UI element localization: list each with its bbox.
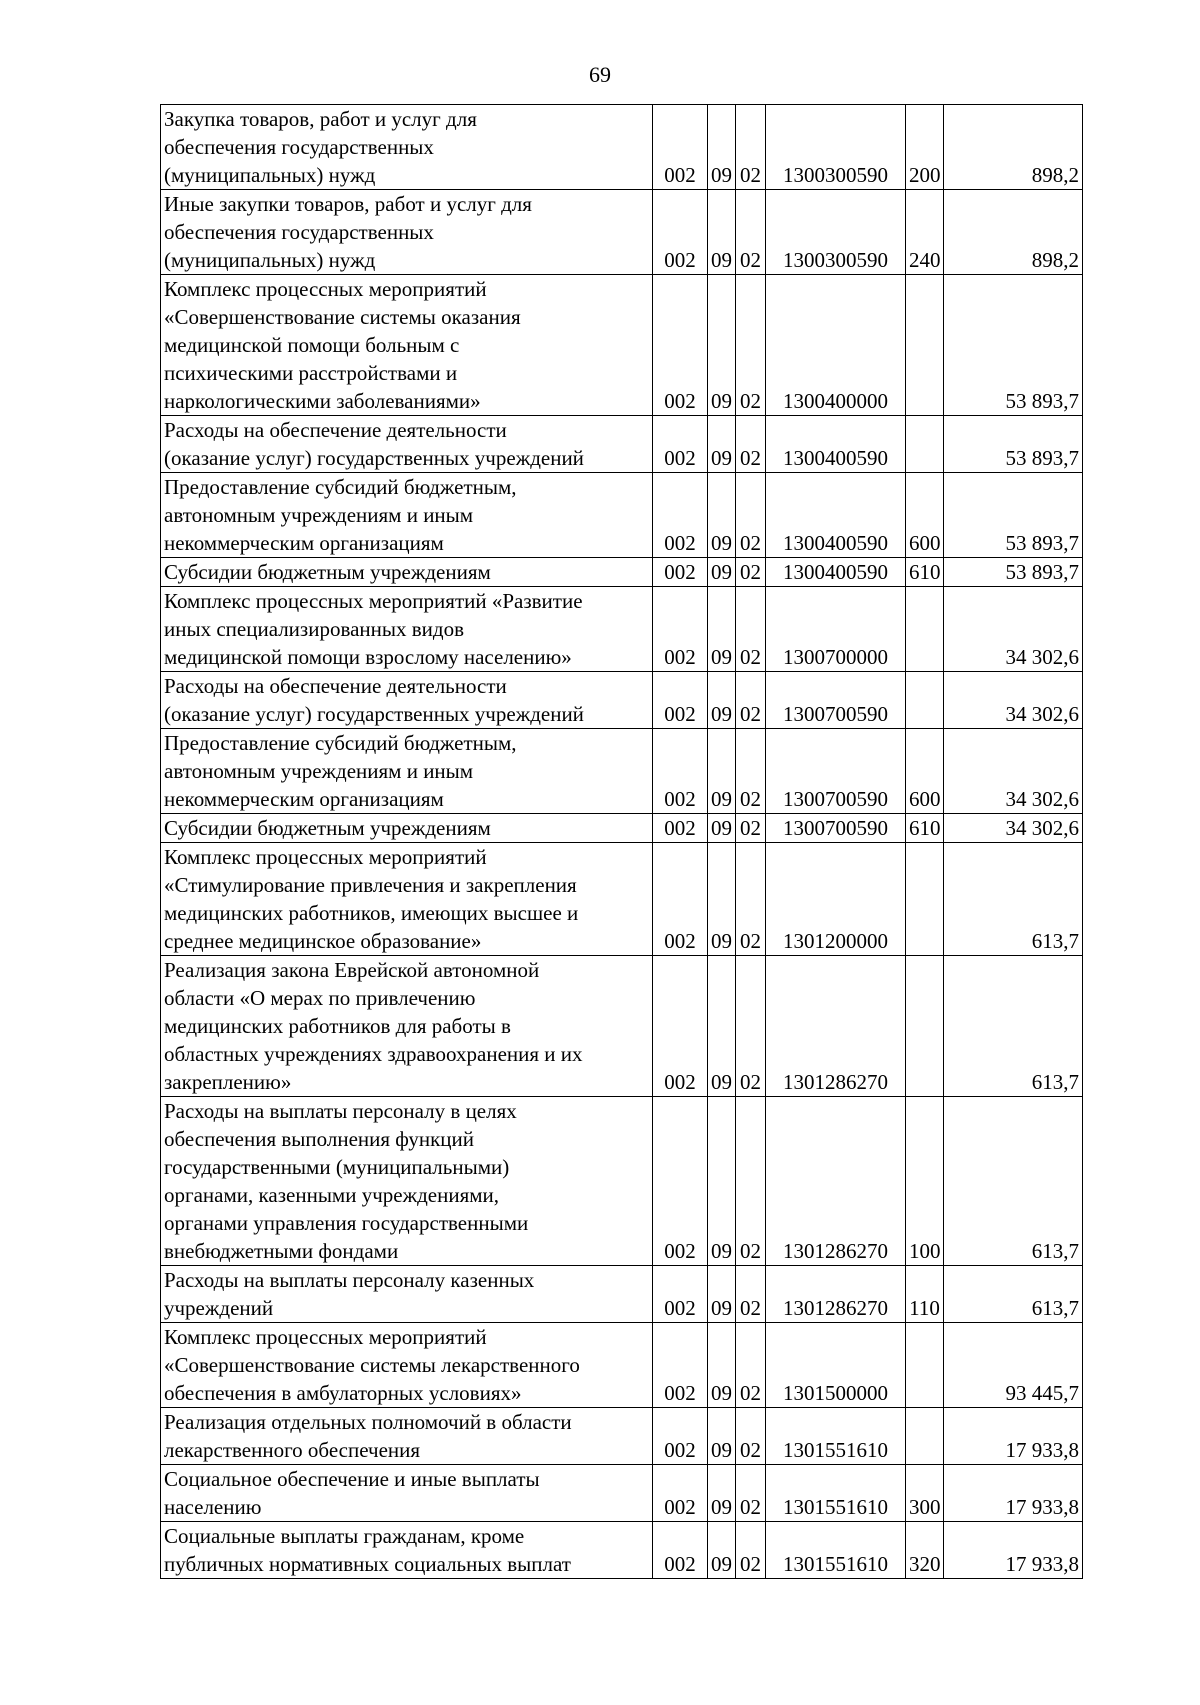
amount-cell: 17 933,8 — [944, 1522, 1083, 1579]
target-article-code-cell: 1300400590 — [766, 416, 906, 473]
amount-cell: 93 445,7 — [944, 1323, 1083, 1408]
table-row — [161, 672, 1083, 729]
table-row — [161, 416, 1083, 473]
amount-cell: 613,7 — [944, 956, 1083, 1097]
ministry-code-cell: 002 — [653, 558, 708, 587]
ministry-code-cell: 002 — [653, 729, 708, 814]
subsection-code-cell: 02 — [736, 105, 766, 190]
section-code-cell: 09 — [708, 729, 736, 814]
ministry-code-cell: 002 — [653, 1522, 708, 1579]
expense-name-cell — [161, 814, 653, 843]
expense-type-code-cell: 610 — [906, 558, 944, 587]
table-row — [161, 275, 1083, 416]
expense-name-cell — [161, 1323, 653, 1408]
table-row — [161, 105, 1083, 190]
expense-name-line: (оказание услуг) государственных учреждений — [164, 446, 584, 470]
expense-name-line: Комплекс процессных мероприятий — [164, 845, 487, 869]
section-code-cell: 09 — [708, 1097, 736, 1266]
table-row — [161, 729, 1083, 814]
subsection-code-cell: 02 — [736, 843, 766, 956]
expense-name-cell — [161, 558, 653, 587]
target-article-code-cell: 1301551610 — [766, 1465, 906, 1522]
expense-name-line: населению — [164, 1495, 262, 1519]
subsection-code-cell: 02 — [736, 1522, 766, 1579]
expense-name-cell — [161, 275, 653, 416]
expense-name-line: Иные закупки товаров, работ и услуг для — [164, 192, 532, 216]
expense-name-line: Социальные выплаты гражданам, кроме — [164, 1524, 525, 1548]
expense-name-line: автономным учреждениям и иным — [164, 759, 474, 783]
expense-name-line: автономным учреждениям и иным — [164, 503, 474, 527]
expense-type-code-cell: 600 — [906, 473, 944, 558]
expense-name-cell — [161, 1408, 653, 1465]
expense-name-line: «Совершенствование системы лекарственного — [164, 1353, 580, 1377]
amount-cell: 34 302,6 — [944, 672, 1083, 729]
expense-name-cell — [161, 1266, 653, 1323]
subsection-code-cell: 02 — [736, 1266, 766, 1323]
target-article-code-cell: 1300400590 — [766, 558, 906, 587]
expense-name-line: Расходы на выплаты персоналу казенных — [164, 1268, 535, 1292]
section-code-cell: 09 — [708, 473, 736, 558]
expense-name-cell — [161, 672, 653, 729]
target-article-code-cell: 1301286270 — [766, 956, 906, 1097]
expense-name-line: Реализация закона Еврейской автономной — [164, 958, 540, 982]
table-row — [161, 1323, 1083, 1408]
amount-cell: 34 302,6 — [944, 814, 1083, 843]
ministry-code-cell: 002 — [653, 1408, 708, 1465]
budget-table — [160, 104, 1083, 1579]
expense-name-cell — [161, 729, 653, 814]
target-article-code-cell: 1301551610 — [766, 1408, 906, 1465]
expense-name-cell — [161, 956, 653, 1097]
target-article-code-cell: 1300300590 — [766, 105, 906, 190]
expense-type-code-cell: 240 — [906, 190, 944, 275]
subsection-code-cell: 02 — [736, 1323, 766, 1408]
ministry-code-cell: 002 — [653, 105, 708, 190]
expense-name-cell — [161, 473, 653, 558]
ministry-code-cell: 002 — [653, 275, 708, 416]
expense-name-line: Предоставление субсидий бюджетным, — [164, 475, 517, 499]
expense-type-code-cell: 200 — [906, 105, 944, 190]
section-code-cell: 09 — [708, 956, 736, 1097]
table-row — [161, 190, 1083, 275]
section-code-cell: 09 — [708, 1266, 736, 1323]
expense-name-cell — [161, 105, 653, 190]
table-row — [161, 587, 1083, 672]
section-code-cell: 09 — [708, 416, 736, 473]
subsection-code-cell: 02 — [736, 275, 766, 416]
expense-name-line: обеспечения в амбулаторных условиях» — [164, 1381, 522, 1405]
expense-name-line: закреплению» — [164, 1070, 292, 1094]
table-row — [161, 814, 1083, 843]
expense-name-line: обеспечения выполнения функций — [164, 1127, 475, 1151]
subsection-code-cell: 02 — [736, 473, 766, 558]
expense-type-code-cell — [906, 956, 944, 1097]
expense-name-line: Субсидии бюджетным учреждениям — [164, 816, 491, 840]
subsection-code-cell: 02 — [736, 956, 766, 1097]
expense-type-code-cell: 300 — [906, 1465, 944, 1522]
expense-name-line: Расходы на выплаты персоналу в целях — [164, 1099, 517, 1123]
amount-cell: 613,7 — [944, 843, 1083, 956]
expense-name-line: наркологическими заболеваниями» — [164, 389, 481, 413]
expense-name-line: Реализация отдельных полномочий в области — [164, 1410, 572, 1434]
ministry-code-cell: 002 — [653, 1097, 708, 1266]
expense-name-line: органами, казенными учреждениями, — [164, 1183, 500, 1207]
expense-type-code-cell — [906, 843, 944, 956]
expense-name-line: областных учреждениях здравоохранения и их — [164, 1042, 583, 1066]
amount-cell: 613,7 — [944, 1097, 1083, 1266]
expense-name-line: Комплекс процессных мероприятий «Развитие — [164, 589, 583, 613]
ministry-code-cell: 002 — [653, 473, 708, 558]
expense-name-line: Комплекс процессных мероприятий — [164, 277, 487, 301]
ministry-code-cell: 002 — [653, 587, 708, 672]
amount-cell: 898,2 — [944, 105, 1083, 190]
section-code-cell: 09 — [708, 1465, 736, 1522]
amount-cell: 53 893,7 — [944, 275, 1083, 416]
ministry-code-cell: 002 — [653, 843, 708, 956]
target-article-code-cell: 1301200000 — [766, 843, 906, 956]
expense-type-code-cell — [906, 416, 944, 473]
target-article-code-cell: 1301286270 — [766, 1097, 906, 1266]
section-code-cell: 09 — [708, 587, 736, 672]
section-code-cell: 09 — [708, 843, 736, 956]
amount-cell: 613,7 — [944, 1266, 1083, 1323]
table-row — [161, 1465, 1083, 1522]
expense-name-line: публичных нормативных социальных выплат — [164, 1552, 571, 1576]
subsection-code-cell: 02 — [736, 416, 766, 473]
expense-name-line: «Стимулирование привлечения и закрепления — [164, 873, 577, 897]
section-code-cell: 09 — [708, 814, 736, 843]
expense-type-code-cell — [906, 1323, 944, 1408]
expense-name-line: Социальное обеспечение и иные выплаты — [164, 1467, 540, 1491]
amount-cell: 53 893,7 — [944, 473, 1083, 558]
expense-type-code-cell — [906, 1408, 944, 1465]
expense-name-cell — [161, 843, 653, 956]
ministry-code-cell: 002 — [653, 956, 708, 1097]
expense-name-cell — [161, 1465, 653, 1522]
table-row — [161, 843, 1083, 956]
expense-type-code-cell: 110 — [906, 1266, 944, 1323]
expense-type-code-cell: 100 — [906, 1097, 944, 1266]
amount-cell: 34 302,6 — [944, 587, 1083, 672]
expense-name-line: области «О мерах по привлечению — [164, 986, 476, 1010]
subsection-code-cell: 02 — [736, 190, 766, 275]
expense-name-line: медицинской помощи взрослому населению» — [164, 645, 572, 669]
expense-name-line: Закупка товаров, работ и услуг для — [164, 107, 477, 131]
amount-cell: 17 933,8 — [944, 1408, 1083, 1465]
expense-name-line: лекарственного обеспечения — [164, 1438, 421, 1462]
subsection-code-cell: 02 — [736, 1408, 766, 1465]
expense-name-line: органами управления государственными — [164, 1211, 529, 1235]
ministry-code-cell: 002 — [653, 1465, 708, 1522]
table-row — [161, 558, 1083, 587]
section-code-cell: 09 — [708, 558, 736, 587]
expense-name-line: учреждений — [164, 1296, 274, 1320]
expense-name-line: (оказание услуг) государственных учреждений — [164, 702, 584, 726]
ministry-code-cell: 002 — [653, 1266, 708, 1323]
expense-name-line: Предоставление субсидий бюджетным, — [164, 731, 517, 755]
expense-name-line: некоммерческим организациям — [164, 531, 444, 555]
section-code-cell: 09 — [708, 275, 736, 416]
table-row — [161, 473, 1083, 558]
ministry-code-cell: 002 — [653, 190, 708, 275]
expense-name-line: медицинской помощи больным с — [164, 333, 460, 357]
expense-type-code-cell: 600 — [906, 729, 944, 814]
table-row — [161, 956, 1083, 1097]
expense-name-line: (муниципальных) нужд — [164, 163, 376, 187]
expense-name-cell — [161, 416, 653, 473]
expense-name-line: Расходы на обеспечение деятельности — [164, 418, 507, 442]
expense-name-line: некоммерческим организациям — [164, 787, 444, 811]
expense-name-line: «Совершенствование системы оказания — [164, 305, 521, 329]
expense-name-line: обеспечения государственных — [164, 135, 434, 159]
expense-name-cell — [161, 587, 653, 672]
subsection-code-cell: 02 — [736, 1465, 766, 1522]
amount-cell: 898,2 — [944, 190, 1083, 275]
expense-name-cell — [161, 1097, 653, 1266]
ministry-code-cell: 002 — [653, 416, 708, 473]
target-article-code-cell: 1301500000 — [766, 1323, 906, 1408]
expense-name-line: среднее медицинское образование» — [164, 929, 482, 953]
expense-type-code-cell — [906, 672, 944, 729]
section-code-cell: 09 — [708, 672, 736, 729]
section-code-cell: 09 — [708, 1323, 736, 1408]
amount-cell: 17 933,8 — [944, 1465, 1083, 1522]
target-article-code-cell: 1301286270 — [766, 1266, 906, 1323]
section-code-cell: 09 — [708, 1408, 736, 1465]
subsection-code-cell: 02 — [736, 814, 766, 843]
subsection-code-cell: 02 — [736, 672, 766, 729]
amount-cell: 34 302,6 — [944, 729, 1083, 814]
table-body — [161, 105, 1083, 1579]
expense-type-code-cell — [906, 587, 944, 672]
target-article-code-cell: 1300700590 — [766, 672, 906, 729]
expense-name-line: медицинских работников, имеющих высшее и — [164, 901, 579, 925]
table-row — [161, 1522, 1083, 1579]
expense-name-cell — [161, 190, 653, 275]
expense-name-line: психическими расстройствами и — [164, 361, 458, 385]
ministry-code-cell: 002 — [653, 1323, 708, 1408]
section-code-cell: 09 — [708, 105, 736, 190]
table-row — [161, 1408, 1083, 1465]
expense-name-line: иных специализированных видов — [164, 617, 464, 641]
expense-name-line: (муниципальных) нужд — [164, 248, 376, 272]
ministry-code-cell: 002 — [653, 672, 708, 729]
expense-name-line: медицинских работников для работы в — [164, 1014, 511, 1038]
expense-name-line: государственными (муниципальными) — [164, 1155, 510, 1179]
subsection-code-cell: 02 — [736, 587, 766, 672]
target-article-code-cell: 1300400590 — [766, 473, 906, 558]
expense-type-code-cell: 610 — [906, 814, 944, 843]
target-article-code-cell: 1300700590 — [766, 729, 906, 814]
expense-type-code-cell: 320 — [906, 1522, 944, 1579]
table-row — [161, 1266, 1083, 1323]
target-article-code-cell: 1301551610 — [766, 1522, 906, 1579]
section-code-cell: 09 — [708, 1522, 736, 1579]
expense-name-line: Комплекс процессных мероприятий — [164, 1325, 487, 1349]
amount-cell: 53 893,7 — [944, 558, 1083, 587]
expense-name-line: Субсидии бюджетным учреждениям — [164, 560, 491, 584]
target-article-code-cell: 1300700590 — [766, 814, 906, 843]
section-code-cell: 09 — [708, 190, 736, 275]
expense-name-line: обеспечения государственных — [164, 220, 434, 244]
expense-name-line: Расходы на обеспечение деятельности — [164, 674, 507, 698]
target-article-code-cell: 1300700000 — [766, 587, 906, 672]
target-article-code-cell: 1300400000 — [766, 275, 906, 416]
expense-name-line: внебюджетными фондами — [164, 1239, 399, 1263]
target-article-code-cell: 1300300590 — [766, 190, 906, 275]
table-row — [161, 1097, 1083, 1266]
expense-name-cell — [161, 1522, 653, 1579]
page-number: 69 — [589, 62, 611, 87]
subsection-code-cell: 02 — [736, 1097, 766, 1266]
subsection-code-cell: 02 — [736, 558, 766, 587]
expense-type-code-cell — [906, 275, 944, 416]
amount-cell: 53 893,7 — [944, 416, 1083, 473]
ministry-code-cell: 002 — [653, 814, 708, 843]
subsection-code-cell: 02 — [736, 729, 766, 814]
